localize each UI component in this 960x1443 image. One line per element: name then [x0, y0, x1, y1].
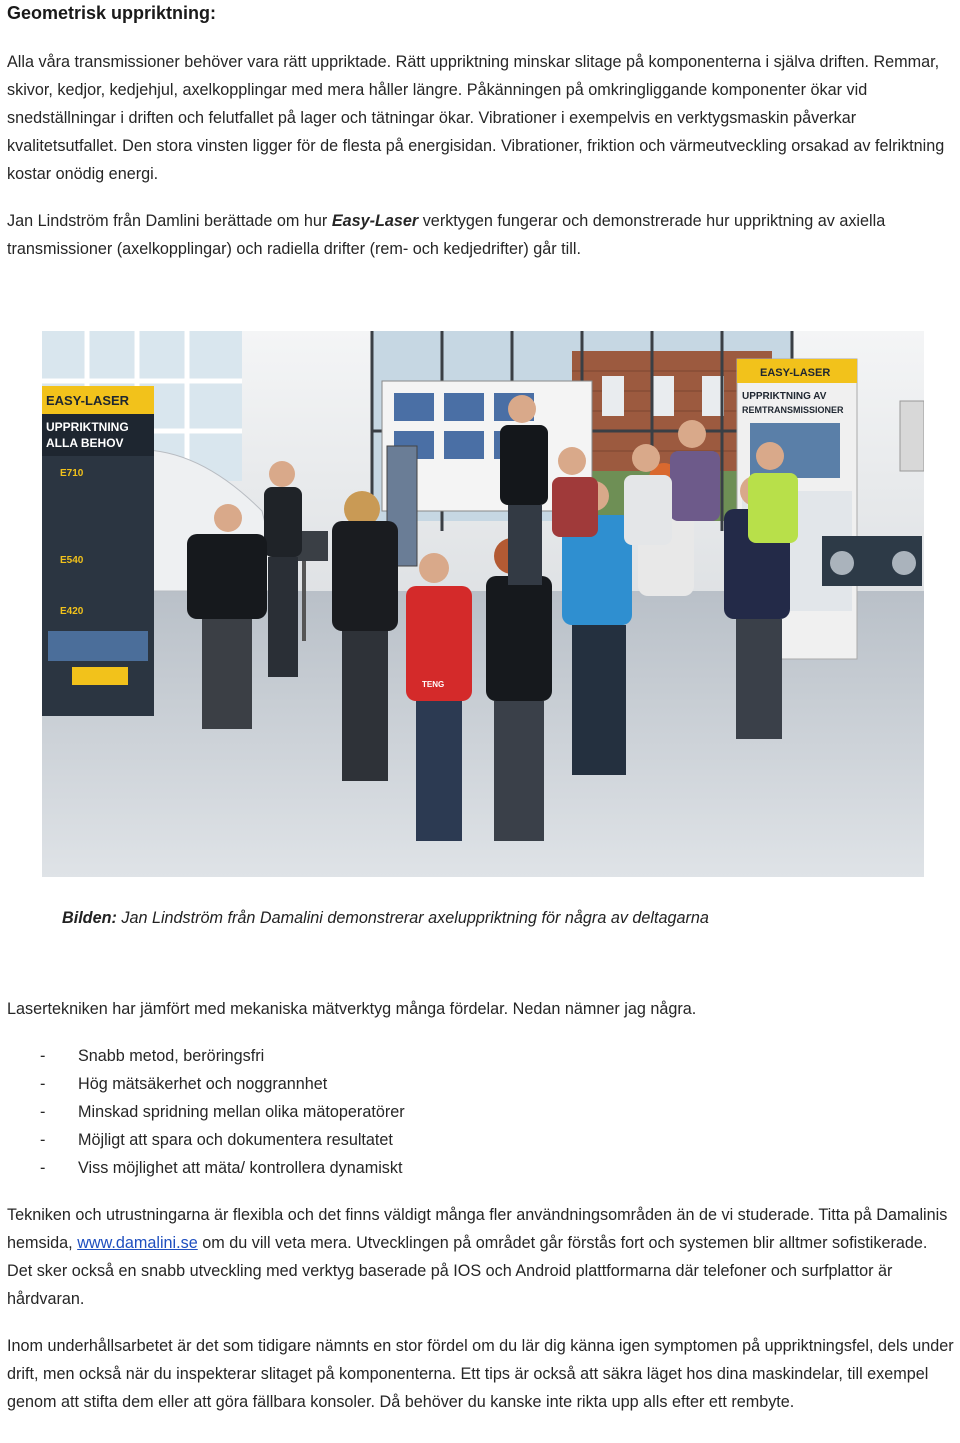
- maintenance-paragraph: Inom underhållsarbetet är det som tidigare nämnts en stor fördel om du lär dig känna igen symptomen på uppriktningsfel, dels under drift, men också när du inspekterar slitaget på komponenterna. Ett tips är också att säkra läget hos dina maskindelar, till exempel genom att stifta dem eller att göra fällbara konsoler. Då behöver du kanske inte rikta upp alls efter ett rembyte.: [7, 1337, 954, 1411]
- list-item-text: Minskad spridning mellan olika mätoperatörer: [78, 1103, 405, 1121]
- left-banner: [42, 386, 154, 716]
- right-banner-title-1: UPPRIKTNING AV: [742, 391, 827, 402]
- caption-text: Jan Lindström från Damalini demonstrerar axeluppriktning för några av deltagarna: [116, 909, 709, 927]
- list-item-text: Möjligt att spara och dokumentera resultatet: [78, 1131, 393, 1149]
- bullet-dash: -: [40, 1047, 46, 1065]
- bullet-dash: -: [40, 1103, 46, 1121]
- list-item-text: Snabb metod, beröringsfri: [78, 1047, 265, 1065]
- section-heading: Geometrisk uppriktning:: [7, 3, 217, 23]
- demo-paragraph: [7, 207, 957, 263]
- left-banner-model-1: E710: [60, 468, 84, 479]
- damalini-link[interactable]: www.damalini.se: [77, 1234, 198, 1252]
- technology-text-before: Tekniken och utrustningarna är flexibla och det finns väldigt många fler användningsområden än de vi studerade. Titta på Damalinis hemsida,: [7, 1206, 948, 1252]
- photo-caption: [62, 904, 709, 932]
- right-banner-title-2: REMTRANSMISSIONER: [742, 405, 844, 415]
- caption-label: Bilden:: [62, 909, 117, 927]
- bullet-dash: -: [40, 1159, 46, 1177]
- demonstration-photo: [42, 331, 924, 877]
- technology-paragraph: [7, 1201, 957, 1313]
- left-banner-title-1: UPPRIKTNING: [46, 420, 129, 434]
- bullet-dash: -: [40, 1075, 46, 1093]
- shirt-text: TENG: [422, 680, 445, 689]
- right-banner-brand: EASY-LASER: [760, 367, 831, 379]
- intro-paragraph: Alla våra transmissioner behöver vara rätt uppriktade. Rätt uppriktning minskar slitage på komponenterna i själva driften. Remmar, skivor, kedjor, kedjehjul, axelkopplingar med mera håller längre. Påkänningen på omkringliggande komponenter ökar vid snedställningar i driften och felutfallet på lager och tätningar ökar. Vibrationer i exempelvis en verktygsmaskin påverkar kvalitetsutfallet. Den stora vinsten ligger för de flesta på energisidan. Vibrationer, friktion och värmeutveckling orsakad av felriktning kostar onödig energi.: [7, 53, 945, 183]
- left-banner-brand: EASY-LASER: [46, 393, 130, 408]
- advantages-intro: Lasertekniken har jämfört med mekaniska mätverktyg många fördelar. Nedan nämner jag några.: [7, 1000, 697, 1018]
- demo-text-before: Jan Lindström från Damlini berättade om hur: [7, 212, 332, 230]
- left-banner-model-2: E540: [60, 555, 84, 566]
- left-banner-model-3: E420: [60, 606, 84, 617]
- bullet-dash: -: [40, 1131, 46, 1149]
- technology-text-after: om du vill veta mera. Utvecklingen på området går förstås fort och systemen blir alltmer sofistikerade. Det sker också en snabb utveckling med verktyg baserade på IOS och Android plattformarna där telefoner och surfplattor är hårdvaran.: [7, 1234, 928, 1308]
- left-banner-title-2: ALLA BEHOV: [46, 436, 124, 450]
- list-item-text: Viss möjlighet att mäta/ kontrollera dynamiskt: [78, 1159, 403, 1177]
- electrical-cabinet: [900, 401, 924, 471]
- list-item-text: Hög mätsäkerhet och noggrannhet: [78, 1075, 328, 1093]
- demo-text-after: verktygen fungerar och demonstrerade hur uppriktning av axiella transmissioner (axelkopplingar) och radiella drifter (rem- och kedjedrifter) går till.: [7, 212, 886, 258]
- brand-name: Easy-Laser: [331, 212, 419, 230]
